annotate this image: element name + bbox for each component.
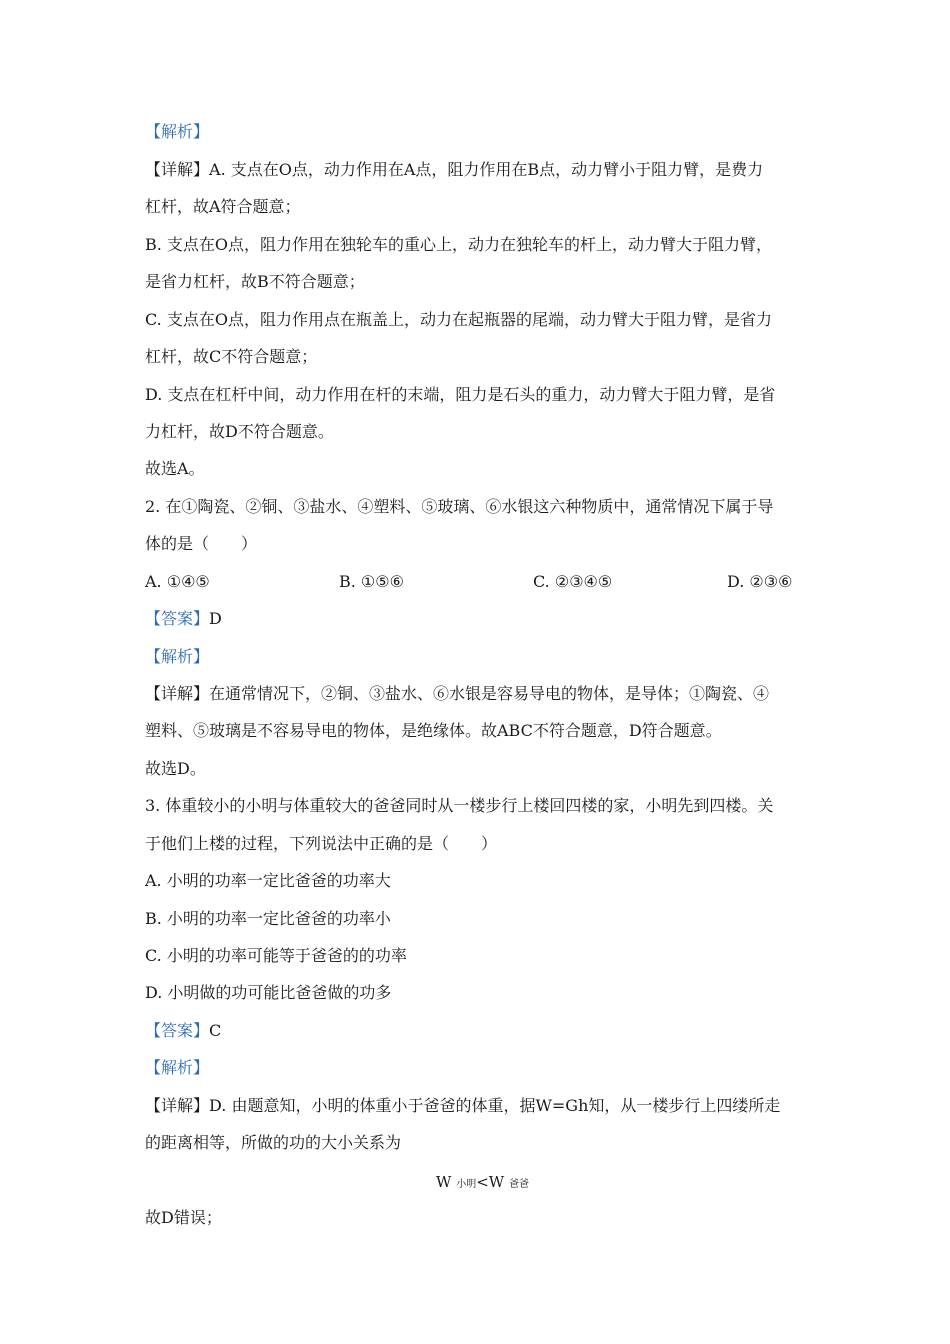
q3-conclusion: 故D错误； [145,1208,222,1227]
q1-detail-line-2: 杠杆，故A符合题意； [145,197,301,216]
work-comparison-formula [436,1172,529,1195]
q2-answer-value: D [209,609,222,628]
q3-detail-line-1 [145,1096,780,1116]
q2-option-a: A. ①④⑤ [145,572,210,591]
q3-option-b: B. 小明的功率一定比爸爸的功率小 [145,909,391,928]
q3-detail-line-2: 的距离相等，所做的功的大小关系为 [145,1133,402,1152]
q1-option-b-line-1: B. 支点在O点，阻力作用在独轮车的重心上，动力在独轮车的杆上，动力臂大于阻力臂， [145,235,773,254]
q2-detail-line-2: 塑料、⑤玻璃是不容易导电的物体，是绝缘体。故ABC不符合题意，D符合题意。 [145,721,722,740]
q3-answer-line [145,1021,221,1041]
q2-answer-line [145,609,222,629]
analysis-tag: 【解析】 [145,122,210,141]
q2-detail-text-1: 在通常情况下，②铜、③盐水、⑥水银是容易导电的物体，是导体；①陶瓷、④ [209,684,770,703]
q2-detail-line-1 [145,684,769,704]
q3-option-c: C. 小明的功率可能等于爸爸的的功率 [145,946,407,965]
q2-stem-line-1: 2. 在①陶瓷、②铜、③盐水、④塑料、⑤玻璃、⑥水银这六种物质中，通常情况下属于导 [145,497,774,516]
q2-conclusion: 故选D。 [145,759,206,778]
q2-analysis-tag: 【解析】 [145,647,210,666]
q1-detail-text-1: A. 支点在O点，动力作用在A点，阻力作用在B点，动力臂小于阻力臂，是费力 [209,160,764,179]
q3-detail-text-1: D. 由题意知，小明的体重小于爸爸的体重，据W=Gh知，从一楼步行上四缕所走 [209,1096,781,1115]
q3-analysis-tag: 【解析】 [145,1058,210,1077]
q1-detail-line-1 [145,160,763,180]
q2-option-c: C. ②③④⑤ [533,572,613,591]
q1-option-d-line-1: D. 支点在杠杆中间，动力作用在杆的末端，阻力是石头的重力，动力臂大于阻力臂，是省 [145,385,776,404]
q2-option-d: D. ②③⑥ [727,572,793,591]
q3-answer-tag: 【答案】 [145,1021,210,1040]
q1-option-b-line-2: 是省力杠杆，故B不符合题意； [145,272,365,291]
q3-option-a: A. 小明的功率一定比爸爸的功率大 [145,871,391,890]
q3-stem-line-2: 于他们上楼的过程，下列说法中正确的是（ ） [145,834,498,853]
formula-operator: < [476,1173,489,1191]
q1-option-c-line-1: C. 支点在O点，阻力作用点在瓶盖上，动力在起瓶器的尾端，动力臂大于阻力臂，是省力 [145,310,772,329]
q1-option-d-line-2: 力杠杆，故D不符合题意。 [145,422,334,441]
q2-option-b: B. ①⑤⑥ [339,572,404,591]
formula-sub2: 爸爸 [508,1179,529,1190]
q3-answer-value: C [209,1021,222,1040]
q2-detail-tag: 【详解】 [145,684,210,703]
formula-sub1: 小明 [456,1179,477,1190]
q3-detail-tag: 【详解】 [145,1096,210,1115]
q3-option-d: D. 小明做的功可能比爸爸做的功多 [145,983,392,1002]
q3-stem-line-1: 3. 体重较小的小明与体重较大的爸爸同时从一楼步行上楼回四楼的家，小明先到四楼。关 [145,796,774,815]
formula-w2: W [488,1173,505,1191]
answer-tag: 【答案】 [145,609,210,628]
q1-conclusion: 故选A。 [145,459,205,478]
detail-tag: 【详解】 [145,160,210,179]
q1-option-c-line-2: 杠杆，故C不符合题意； [145,347,318,366]
formula-w1: W [436,1173,452,1191]
q2-stem-line-2: 体的是（ ） [145,534,258,553]
